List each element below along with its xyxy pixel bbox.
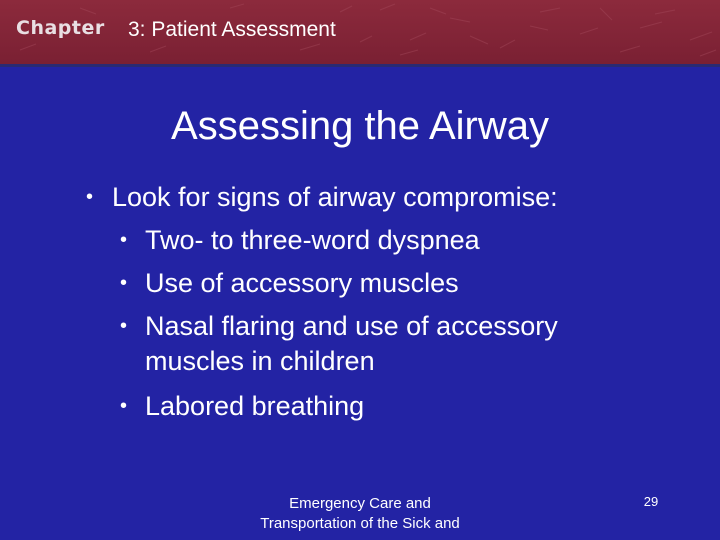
- footer-book-title: [240, 494, 480, 534]
- bullet-main: Look for signs of airway compromise:: [112, 182, 558, 212]
- bullet-dot: •: [120, 315, 128, 337]
- sub-bullet-nasal-flaring-cont: muscles in children: [145, 346, 375, 376]
- sub-bullet-nasal-flaring: Nasal flaring and use of accessory: [145, 311, 558, 341]
- header-divider: [0, 64, 720, 67]
- bullet-dot: •: [120, 272, 128, 294]
- footer-line-2: Transportation of the Sick and: [260, 515, 460, 532]
- header-texture: [0, 0, 720, 64]
- chapter-title: 3: Patient Assessment: [128, 18, 336, 41]
- sub-bullet-dyspnea: Two- to three-word dyspnea: [145, 225, 480, 255]
- footer-line-1: Emergency Care and: [289, 495, 431, 512]
- chapter-label: Chapter: [16, 17, 105, 39]
- sub-bullet-accessory-muscles: Use of accessory muscles: [145, 268, 459, 298]
- page-number: 29: [643, 494, 659, 509]
- slide-title: Assessing the Airway: [171, 104, 549, 148]
- bullet-dot: •: [120, 395, 128, 417]
- bullet-dot: •: [86, 186, 94, 208]
- sub-bullet-labored-breathing: Labored breathing: [145, 391, 365, 421]
- bullet-dot: •: [120, 229, 128, 251]
- chapter-header-bar: [0, 0, 720, 64]
